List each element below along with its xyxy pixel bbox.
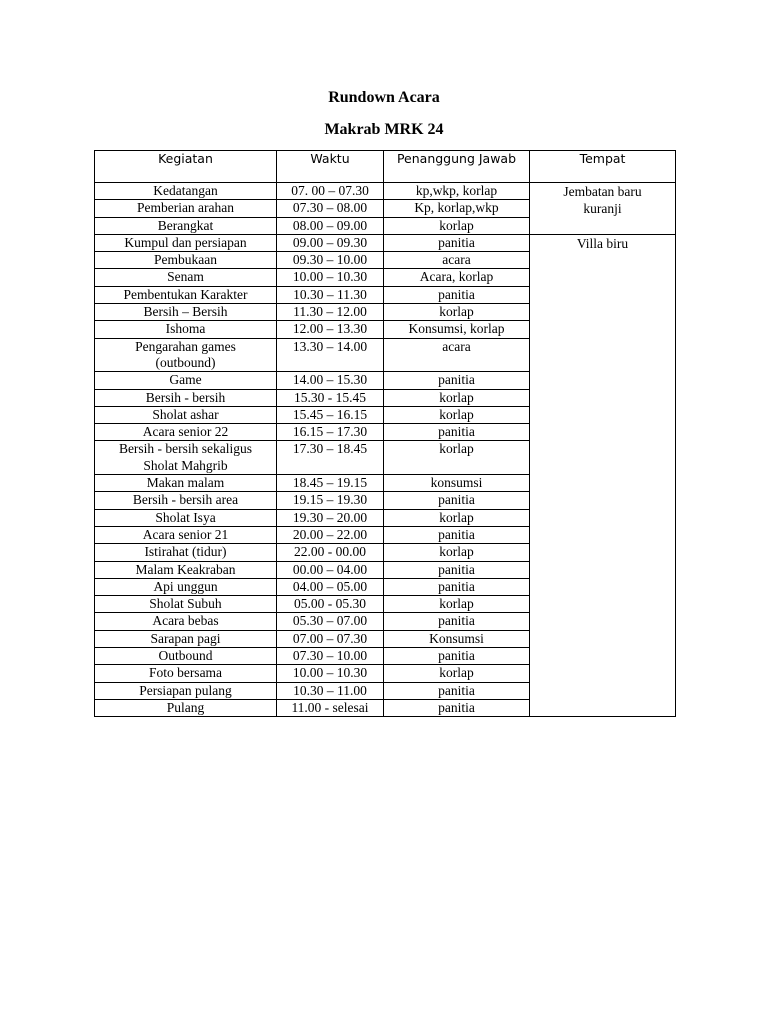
cell-kegiatan: Api unggun xyxy=(95,578,277,595)
cell-kegiatan: Pembentukan Karakter xyxy=(95,286,277,303)
cell-penanggung-jawab: acara xyxy=(384,338,530,372)
cell-kegiatan: Ishoma xyxy=(95,321,277,338)
cell-penanggung-jawab: acara xyxy=(384,252,530,269)
cell-waktu: 05.00 - 05.30 xyxy=(277,596,384,613)
cell-waktu: 19.30 – 20.00 xyxy=(277,509,384,526)
cell-waktu: 12.00 – 13.30 xyxy=(277,321,384,338)
cell-waktu: 00.00 – 04.00 xyxy=(277,561,384,578)
cell-tempat: Villa biru xyxy=(530,234,676,716)
cell-kegiatan: Acara bebas xyxy=(95,613,277,630)
cell-penanggung-jawab: panitia xyxy=(384,613,530,630)
cell-waktu: 08.00 – 09.00 xyxy=(277,217,384,234)
cell-penanggung-jawab: Acara, korlap xyxy=(384,269,530,286)
cell-penanggung-jawab: panitia xyxy=(384,372,530,389)
cell-penanggung-jawab: panitia xyxy=(384,578,530,595)
cell-waktu: 10.00 – 10.30 xyxy=(277,665,384,682)
cell-waktu: 10.30 – 11.30 xyxy=(277,286,384,303)
cell-penanggung-jawab: korlap xyxy=(384,509,530,526)
cell-kegiatan: Bersih - bersih area xyxy=(95,492,277,509)
cell-penanggung-jawab: panitia xyxy=(384,526,530,543)
cell-tempat: Jembatan baru kuranji xyxy=(530,183,676,235)
cell-waktu: 11.00 - selesai xyxy=(277,699,384,716)
cell-penanggung-jawab: panitia xyxy=(384,234,530,251)
cell-kegiatan: Berangkat xyxy=(95,217,277,234)
cell-waktu: 17.30 – 18.45 xyxy=(277,441,384,475)
cell-kegiatan: Kumpul dan persiapan xyxy=(95,234,277,251)
cell-waktu: 22.00 - 00.00 xyxy=(277,544,384,561)
table-header-row xyxy=(95,151,676,183)
cell-penanggung-jawab: panitia xyxy=(384,424,530,441)
cell-penanggung-jawab: korlap xyxy=(384,304,530,321)
cell-penanggung-jawab: Konsumsi xyxy=(384,630,530,647)
cell-penanggung-jawab: korlap xyxy=(384,544,530,561)
cell-kegiatan: Malam Keakraban xyxy=(95,561,277,578)
header-waktu: Waktu xyxy=(277,151,384,183)
table-row xyxy=(95,234,676,251)
cell-penanggung-jawab: korlap xyxy=(384,389,530,406)
cell-penanggung-jawab: korlap xyxy=(384,406,530,423)
cell-penanggung-jawab: panitia xyxy=(384,699,530,716)
cell-kegiatan: Kedatangan xyxy=(95,183,277,200)
cell-penanggung-jawab: panitia xyxy=(384,648,530,665)
cell-waktu: 18.45 – 19.15 xyxy=(277,475,384,492)
header-kegiatan: Kegiatan xyxy=(95,151,277,183)
cell-kegiatan: Istirahat (tidur) xyxy=(95,544,277,561)
cell-kegiatan: Acara senior 22 xyxy=(95,424,277,441)
cell-kegiatan: Bersih - bersih sekaligus Sholat Mahgrib xyxy=(95,441,277,475)
cell-waktu: 10.30 – 11.00 xyxy=(277,682,384,699)
cell-waktu: 20.00 – 22.00 xyxy=(277,526,384,543)
header-penanggung-jawab: Penanggung Jawab xyxy=(384,151,530,183)
cell-kegiatan: Acara senior 21 xyxy=(95,526,277,543)
cell-penanggung-jawab: korlap xyxy=(384,217,530,234)
cell-waktu: 11.30 – 12.00 xyxy=(277,304,384,321)
cell-waktu: 05.30 – 07.00 xyxy=(277,613,384,630)
rundown-table xyxy=(94,150,676,717)
cell-kegiatan: Pembukaan xyxy=(95,252,277,269)
cell-waktu: 09.30 – 10.00 xyxy=(277,252,384,269)
cell-waktu: 07.30 – 10.00 xyxy=(277,648,384,665)
cell-waktu: 07. 00 – 07.30 xyxy=(277,183,384,200)
cell-waktu: 04.00 – 05.00 xyxy=(277,578,384,595)
cell-kegiatan: Outbound xyxy=(95,648,277,665)
cell-kegiatan: Sholat Subuh xyxy=(95,596,277,613)
table-body xyxy=(95,183,676,717)
cell-kegiatan: Sholat Isya xyxy=(95,509,277,526)
cell-kegiatan: Sholat ashar xyxy=(95,406,277,423)
cell-penanggung-jawab: panitia xyxy=(384,286,530,303)
cell-penanggung-jawab: panitia xyxy=(384,492,530,509)
document-subtitle: Makrab MRK 24 xyxy=(324,121,444,138)
cell-kegiatan: Bersih – Bersih xyxy=(95,304,277,321)
cell-kegiatan: Game xyxy=(95,372,277,389)
cell-penanggung-jawab: kp,wkp, korlap xyxy=(384,183,530,200)
cell-penanggung-jawab: korlap xyxy=(384,441,530,475)
cell-penanggung-jawab: Kp, korlap,wkp xyxy=(384,200,530,217)
cell-kegiatan: Pengarahan games (outbound) xyxy=(95,338,277,372)
cell-kegiatan: Sarapan pagi xyxy=(95,630,277,647)
cell-kegiatan: Persiapan pulang xyxy=(95,682,277,699)
cell-waktu: 07.30 – 08.00 xyxy=(277,200,384,217)
cell-kegiatan: Pulang xyxy=(95,699,277,716)
cell-penanggung-jawab: korlap xyxy=(384,665,530,682)
table-row xyxy=(95,183,676,200)
cell-waktu: 10.00 – 10.30 xyxy=(277,269,384,286)
cell-waktu: 15.30 - 15.45 xyxy=(277,389,384,406)
cell-penanggung-jawab: korlap xyxy=(384,596,530,613)
cell-kegiatan: Bersih - bersih xyxy=(95,389,277,406)
cell-penanggung-jawab: konsumsi xyxy=(384,475,530,492)
cell-penanggung-jawab: panitia xyxy=(384,682,530,699)
cell-penanggung-jawab: panitia xyxy=(384,561,530,578)
cell-waktu: 09.00 – 09.30 xyxy=(277,234,384,251)
cell-kegiatan: Foto bersama xyxy=(95,665,277,682)
cell-penanggung-jawab: Konsumsi, korlap xyxy=(384,321,530,338)
cell-waktu: 07.00 – 07.30 xyxy=(277,630,384,647)
cell-kegiatan: Pemberian arahan xyxy=(95,200,277,217)
cell-waktu: 15.45 – 16.15 xyxy=(277,406,384,423)
cell-kegiatan: Senam xyxy=(95,269,277,286)
cell-waktu: 13.30 – 14.00 xyxy=(277,338,384,372)
cell-kegiatan: Makan malam xyxy=(95,475,277,492)
cell-waktu: 19.15 – 19.30 xyxy=(277,492,384,509)
document-title: Rundown Acara xyxy=(328,89,440,106)
cell-waktu: 14.00 – 15.30 xyxy=(277,372,384,389)
cell-waktu: 16.15 – 17.30 xyxy=(277,424,384,441)
header-tempat: Tempat xyxy=(530,151,676,183)
